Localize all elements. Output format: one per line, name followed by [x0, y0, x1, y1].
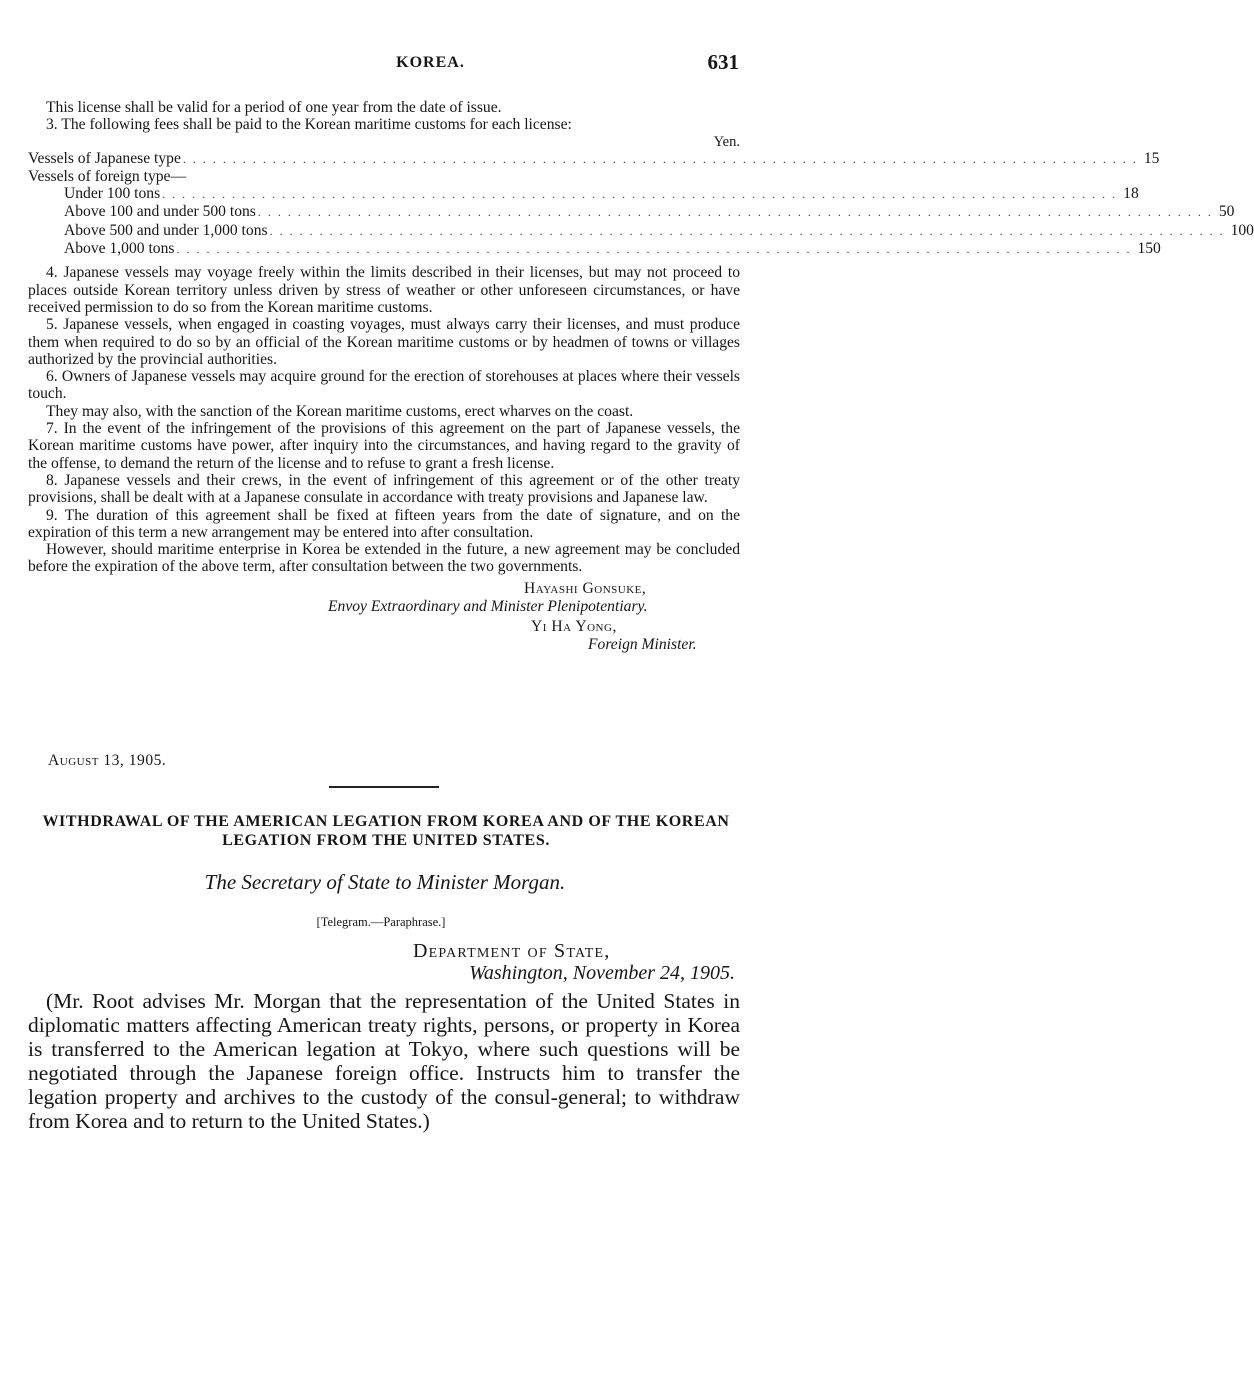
fee-label: Vessels of Japanese type	[28, 149, 181, 167]
fee-currency-label: Yen.	[713, 133, 740, 150]
signer-name: Yi Ha Yong,	[531, 617, 617, 635]
fee-table	[28, 133, 1254, 259]
page-header	[0, 50, 861, 80]
paragraph: This license shall be valid for a period of one year from the date of issue.	[46, 99, 502, 116]
paragraph: They may also, with the sanction of the Korean maritime customs, erect wharves on the coast.	[46, 402, 634, 420]
fee-row	[28, 203, 1235, 221]
dot-leader: . . . . . . . . . . . . . . . . . . . . . . . . . . . . . . . . . . . . . . . . . . . . . . . . . . . . . . . . . . . . . . . . . . . . . . . . . . . . . . . . . . . . . . . . . . . . . . . .	[176, 242, 1132, 257]
fee-row	[28, 149, 1160, 168]
paragraph: However, should maritime enterprise in Korea be extended in the future, a new agreement may be concluded before the expiration of the above term, after consultation between the two governments.	[28, 541, 740, 576]
fee-label: Above 1,000 tons	[64, 240, 175, 258]
department-line: Department of State,	[413, 940, 611, 962]
dot-leader: . . . . . . . . . . . . . . . . . . . . . . . . . . . . . . . . . . . . . . . . . . . . . . . . . . . . . . . . . . . . . . . . . . . . . . . . . . . . . . . . . . . . . . . . . . . . . . . .	[162, 187, 1118, 202]
paragraph: 4. Japanese vessels may voyage freely within the limits described in their licenses, but may not proceed to places outside Korean territory unless driven by stress of weather or other unforeseen circumstances, or have received permission to do so from the Korean maritime customs.	[28, 264, 740, 316]
paragraph: 8. Japanese vessels and their crews, in the event of infringement of this agreement or of the other treaty provisions, shall be dealt with at a Japanese consulate in accordance with treaty provisions and Japanese law.	[28, 471, 740, 507]
signature-block	[28, 576, 740, 654]
document-title: The Secretary of State to Minister Morgan.	[204, 870, 566, 894]
dot-leader: . . . . . . . . . . . . . . . . . . . . . . . . . . . . . . . . . . . . . . . . . . . . . . . . . . . . . . . . . . . . . . . . . . . . . . . . . . . . . . . . . . . . . . . . . . . . . . . .	[257, 205, 1213, 220]
paragraph: 3. The following fees shall be paid to the Korean maritime customs for each license:	[46, 116, 572, 134]
fee-value: 18	[1123, 185, 1139, 203]
paragraph: 6. Owners of Japanese vessels may acquire ground for the erection of storehouses at places where their vessels touch.	[28, 368, 740, 403]
fee-value: 100	[1230, 221, 1254, 239]
fee-label: Under 100 tons	[64, 185, 161, 203]
telegram-body: (Mr. Root advises Mr. Morgan that the representation of the United States in diplomatic matters affecting American treaty rights, persons, or property in Korea is transferred to the American legation at Tokyo, where such questions will be negotiated through the Japanese foreign office. Instructs him to transfer the legation property and archives to the custody of the consul-general; to withdraw from Korea and to return to the United States.)	[28, 989, 740, 1133]
dot-leader: . . . . . . . . . . . . . . . . . . . . . . . . . . . . . . . . . . . . . . . . . . . . . . . . . . . . . . . . . . . . . . . . . . . . . . . . . . . . . . . . . . . . . . . . . . . . . . . .	[182, 151, 1138, 166]
paragraph: 9. The duration of this agreement shall be fixed at fifteen years from the date of signature, and on the expiration of this term a new arrangement may be entered into after consultation.	[28, 506, 740, 541]
fee-row	[28, 221, 1254, 240]
paragraph: 7. In the event of the infringement of the provisions of this agreement on the part of Japanese vessels, the Korean maritime customs have power, after inquiry into the circumstances, and having regard to the gravity of the offense, to demand the return of the license and to refuse to grant a fresh license.	[28, 420, 740, 472]
document-note: [Telegram.—Paraphrase.]	[316, 915, 446, 929]
signer-name: Hayashi Gonsuke,	[524, 579, 647, 597]
fee-label: Above 100 and under 500 tons	[64, 203, 256, 221]
page-number: 631	[707, 50, 739, 74]
running-title: KOREA.	[396, 54, 465, 71]
agreement-text	[28, 99, 1254, 654]
fee-value: 150	[1137, 240, 1161, 258]
fee-group-caption: Vessels of foreign type—	[28, 167, 187, 185]
agreement-date: August 13, 1905.	[48, 752, 167, 769]
fee-row	[28, 240, 1161, 258]
paragraph: 5. Japanese vessels, when engaged in coasting voyages, must always carry their licenses, and must produce them when required to do so by an official of the Korean maritime customs or by headmen of towns or villages authorized by the provincial authorities.	[28, 316, 740, 368]
section-divider	[329, 786, 439, 788]
section-heading: WITHDRAWAL OF THE AMERICAN LEGATION FROM KOREA AND OF THE KOREAN LEGATION FROM THE UNITED STATES.	[42, 813, 730, 849]
fee-label: Above 500 and under 1,000 tons	[64, 221, 268, 239]
fee-value: 50	[1218, 203, 1235, 221]
place-and-date: Washington, November 24, 1905.	[469, 962, 735, 984]
fee-row	[28, 185, 1139, 203]
signer-title: Envoy Extraordinary and Minister Plenipotentiary.	[328, 597, 648, 615]
signer-title: Foreign Minister.	[588, 635, 697, 653]
fee-value: 15	[1143, 149, 1160, 167]
dot-leader: . . . . . . . . . . . . . . . . . . . . . . . . . . . . . . . . . . . . . . . . . . . . . . . . . . . . . . . . . . . . . . . . . . . . . . . . . . . . . . . . . . . . . . . . . . . . . . . .	[269, 223, 1225, 238]
